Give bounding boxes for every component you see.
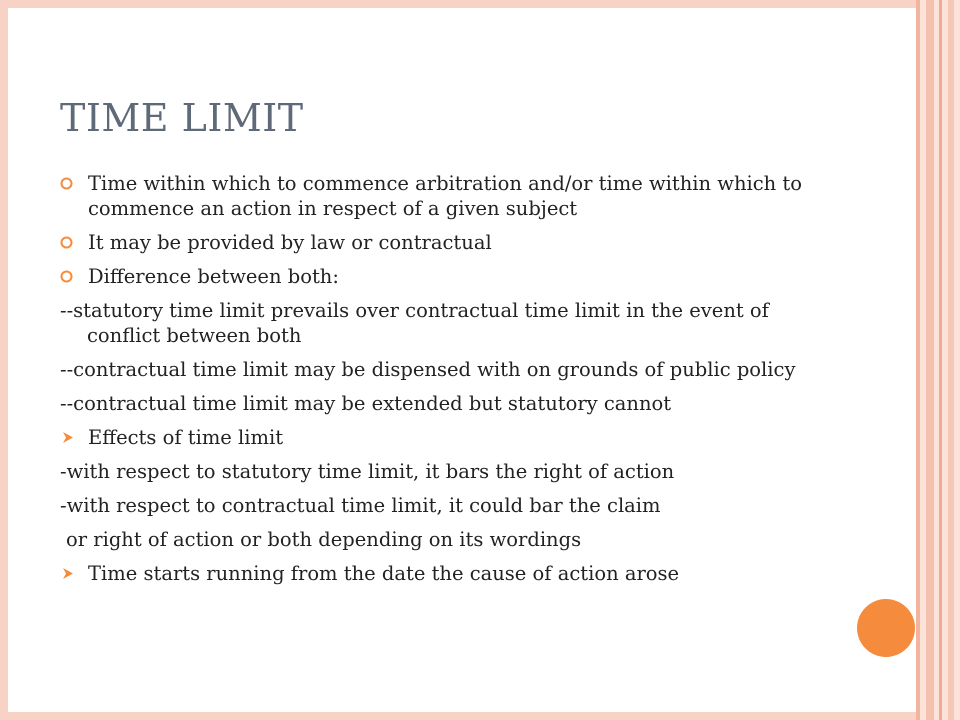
circle-bullet-icon: [60, 236, 73, 249]
arrow-bullet-item: [60, 425, 840, 450]
plain-line: -with respect to statutory time limit, it bars the right of action: [60, 460, 675, 483]
indented-line: or right of action or both depending on its wordings: [66, 528, 582, 551]
bullet-item: [60, 171, 840, 221]
bullet-text: Time starts running from the date the cause of action arose: [88, 562, 680, 585]
bullet-text: Effects of time limit: [88, 426, 284, 449]
plain-line: -with respect to contractual time limit, it could bar the claim: [60, 494, 661, 517]
bullet-item: [60, 230, 840, 255]
bullet-text: Time within which to commence arbitration and/or time within which to commence an action in respect of a given subject: [88, 172, 803, 220]
plain-line: --statutory time limit prevails over contractual time limit in the event of conflict between both: [60, 299, 769, 347]
plain-line: --contractual time limit may be dispensed with on grounds of public policy: [60, 358, 796, 381]
bullet-text: It may be provided by law or contractual: [88, 231, 492, 254]
decorative-stripe: [916, 0, 920, 720]
decorative-stripe: [926, 0, 934, 720]
decorative-orange-circle: [857, 599, 915, 657]
bullet-item: [60, 264, 840, 289]
circle-bullet-icon: [60, 177, 73, 190]
slide-title: TIME LIMIT: [60, 96, 304, 140]
bullet-text: Difference between both:: [88, 265, 339, 288]
slide-border-bottom: [0, 712, 916, 720]
circle-bullet-icon: [60, 270, 73, 283]
arrow-bullet-item: [60, 561, 840, 586]
slide-border-top: [0, 0, 916, 8]
plain-line: --contractual time limit may be extended but statutory cannot: [60, 392, 672, 415]
decorative-stripe: [948, 0, 954, 720]
slide-border-left: [0, 0, 8, 720]
decorative-stripe: [939, 0, 942, 720]
arrow-bullet-icon: [62, 567, 74, 580]
arrow-bullet-icon: [62, 431, 74, 444]
slide-body: [60, 171, 840, 595]
